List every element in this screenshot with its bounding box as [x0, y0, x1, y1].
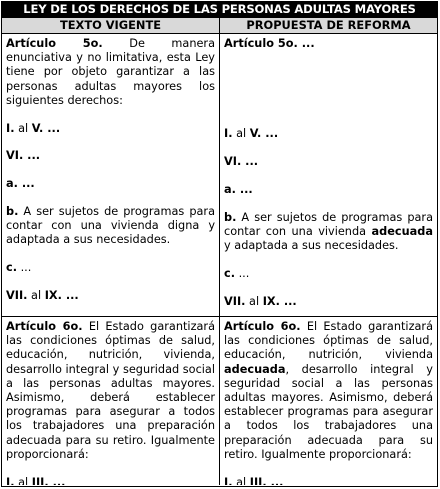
article-6-current	[2, 317, 219, 485]
art5-current-frac-I-V: I. al V. ...	[6, 121, 61, 135]
art5-reform-heading: Artículo 5o. ...	[224, 37, 315, 50]
article-6-row	[2, 316, 437, 485]
art5-reform-frac-I-V: I. al V. ...	[224, 127, 279, 141]
art5-current-heading: Artículo 5o.	[6, 37, 103, 50]
art6-current-frac-I-III: I. al III. ...	[6, 475, 66, 485]
article-5-reform	[219, 34, 437, 316]
reform-keyword-adecuada-6: adecuada	[224, 362, 286, 376]
art6-current-text: Artículo 6o. El Estado garantizará las condiciones óptimas de salud, educación, nutrición, vivienda, desarrollo integral y seguridad social a las personas adultas mayores. Asimismo, deberá establecer programas para asegurar a todos los trabajadores una preparación adecuada para su retiro. Igualmente proporcionará:	[6, 320, 215, 461]
art5-current-inc-c: c. ...	[6, 261, 32, 275]
art6-reform-frac-I-III: I. al III. ...	[224, 475, 284, 485]
art5-current-intro: Artículo 5o. De manera enunciativa y no limitativa, esta Ley tiene por objeto garantizar a las personas adultas mayores los siguientes derechos:	[6, 37, 216, 107]
art5-reform-frac-VI: VI. ...	[224, 155, 259, 168]
art6-reform-text: Artículo 6o. El Estado garantizará las condiciones óptimas de salud, educación, nutrición, vivienda adecuada, desarrollo integral y seguridad social a las personas adultas mayores. Asimismo, deberá establecer programas para asegurar a todos los trabajadores una preparación adecuada para su retiro. Igualmente proporcionará:	[224, 320, 433, 461]
table-title: LEY DE LOS DERECHOS DE LAS PERSONAS ADULTAS MAYORES	[2, 2, 437, 17]
art5-current-frac-VI: VI. ...	[6, 149, 41, 163]
header-reform-proposal: PROPUESTA DE REFORMA	[219, 18, 437, 33]
art5-reform-frac-VII-IX: VII. al IX. ...	[224, 294, 297, 308]
art5-current-frac-VII-IX: VII. al IX. ...	[6, 289, 79, 302]
art5-reform-inc-c: c. ...	[224, 266, 250, 280]
art5-reform-inc-a: a. ...	[224, 182, 253, 196]
article-5-current	[2, 34, 219, 316]
article-6-reform	[219, 317, 437, 485]
art5-current-inc-b: b. A ser sujetos de programas para contar con una vivienda digna y adaptada a sus necesidades.	[6, 205, 215, 247]
art5-current-inc-a: a. ...	[6, 177, 35, 191]
header-current-text: TEXTO VIGENTE	[2, 18, 219, 33]
header-row	[2, 17, 437, 33]
law-comparison-table	[1, 1, 438, 487]
article-5-row	[2, 33, 437, 316]
reform-keyword-adecuada: adecuada	[371, 224, 433, 238]
art5-reform-inc-b: b. A ser sujetos de programas para contar con una vivienda adecuada y adaptada a sus necesidades.	[224, 210, 433, 252]
